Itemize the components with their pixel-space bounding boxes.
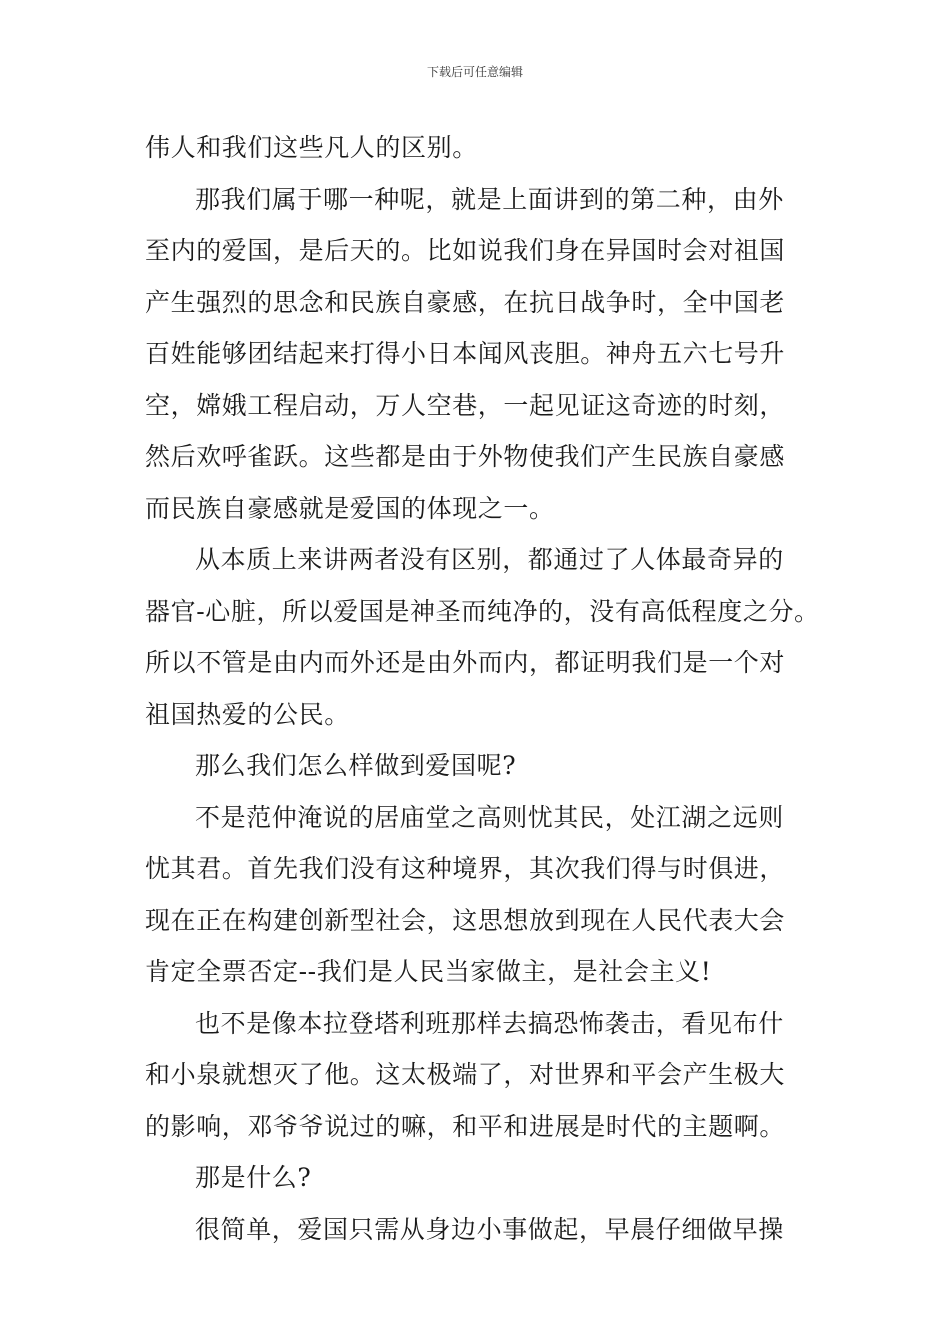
text-line: 产生强烈的思念和民族自豪感，在抗日战争时，全中国老 — [145, 287, 786, 317]
text-line: 至内的爱国，是后天的。比如说我们身在异国时会对祖国 — [145, 236, 786, 265]
text-line: 从本质上来讲两者没有区别，都通过了人体最奇异的 — [195, 545, 784, 574]
paragraph-8 — [145, 1204, 825, 1256]
text-line: 伟人和我们这些凡人的区别。 — [145, 133, 478, 162]
text-line: 的影响，邓爷爷说过的嘛，和平和进展是时代的主题啊。 — [145, 1111, 786, 1141]
paragraph-5 — [145, 792, 825, 998]
text-line: 器官-心脏，所以爱国是神圣而纯净的，没有高低程度之分。 — [145, 596, 820, 626]
paragraph-7 — [145, 1152, 825, 1204]
page-header: 下载后可任意编辑 — [426, 65, 523, 79]
text-line: 那么我们怎么样做到爱国呢? — [195, 751, 517, 780]
text-line: 和小泉就想灭了他。这太极端了，对世界和平会产生极大 — [145, 1060, 786, 1089]
text-line: 那我们属于哪一种呢，就是上面讲到的第二种，由外 — [195, 184, 784, 214]
text-line: 空，嫦娥工程启动，万人空巷，一起见证这奇迹的时刻， — [145, 390, 786, 420]
paragraph-4 — [145, 740, 825, 792]
text-line: 不是范仲淹说的居庙堂之高则忧其民，处江湖之远则 — [195, 802, 784, 832]
paragraph-2 — [145, 174, 825, 535]
text-line: 也不是像本拉登塔利班那样去搞恐怖袭击，看见布什 — [195, 1008, 784, 1038]
text-line: 忧其君。首先我们没有这种境界，其次我们得与时俱进， — [145, 854, 786, 883]
text-line: 百姓能够团结起来打得小日本闻风丧胆。神舟五六七号升 — [145, 339, 786, 368]
text-line: 祖国热爱的公民。 — [145, 699, 350, 729]
text-line: 那是什么? — [195, 1163, 312, 1192]
text-line: 现在正在构建创新型社会，这思想放到现在人民代表大会 — [145, 905, 786, 935]
text-line: 所以不管是由内而外还是由外而内，都证明我们是一个对 — [145, 648, 786, 677]
text-line: 而民族自豪感就是爱国的体现之一。 — [145, 493, 555, 523]
text-line: 然后欢呼雀跃。这些都是由于外物使我们产生民族自豪感 — [145, 442, 786, 471]
paragraph-3 — [145, 534, 825, 740]
document-body — [145, 122, 825, 1255]
text-line: 肯定全票否定--我们是人民当家做主，是社会主义! — [145, 957, 712, 986]
paragraph-1 — [145, 122, 825, 174]
text-line: 很简单，爱国只需从身边小事做起，早晨仔细做早操 — [195, 1214, 784, 1244]
paragraph-6 — [145, 998, 825, 1153]
